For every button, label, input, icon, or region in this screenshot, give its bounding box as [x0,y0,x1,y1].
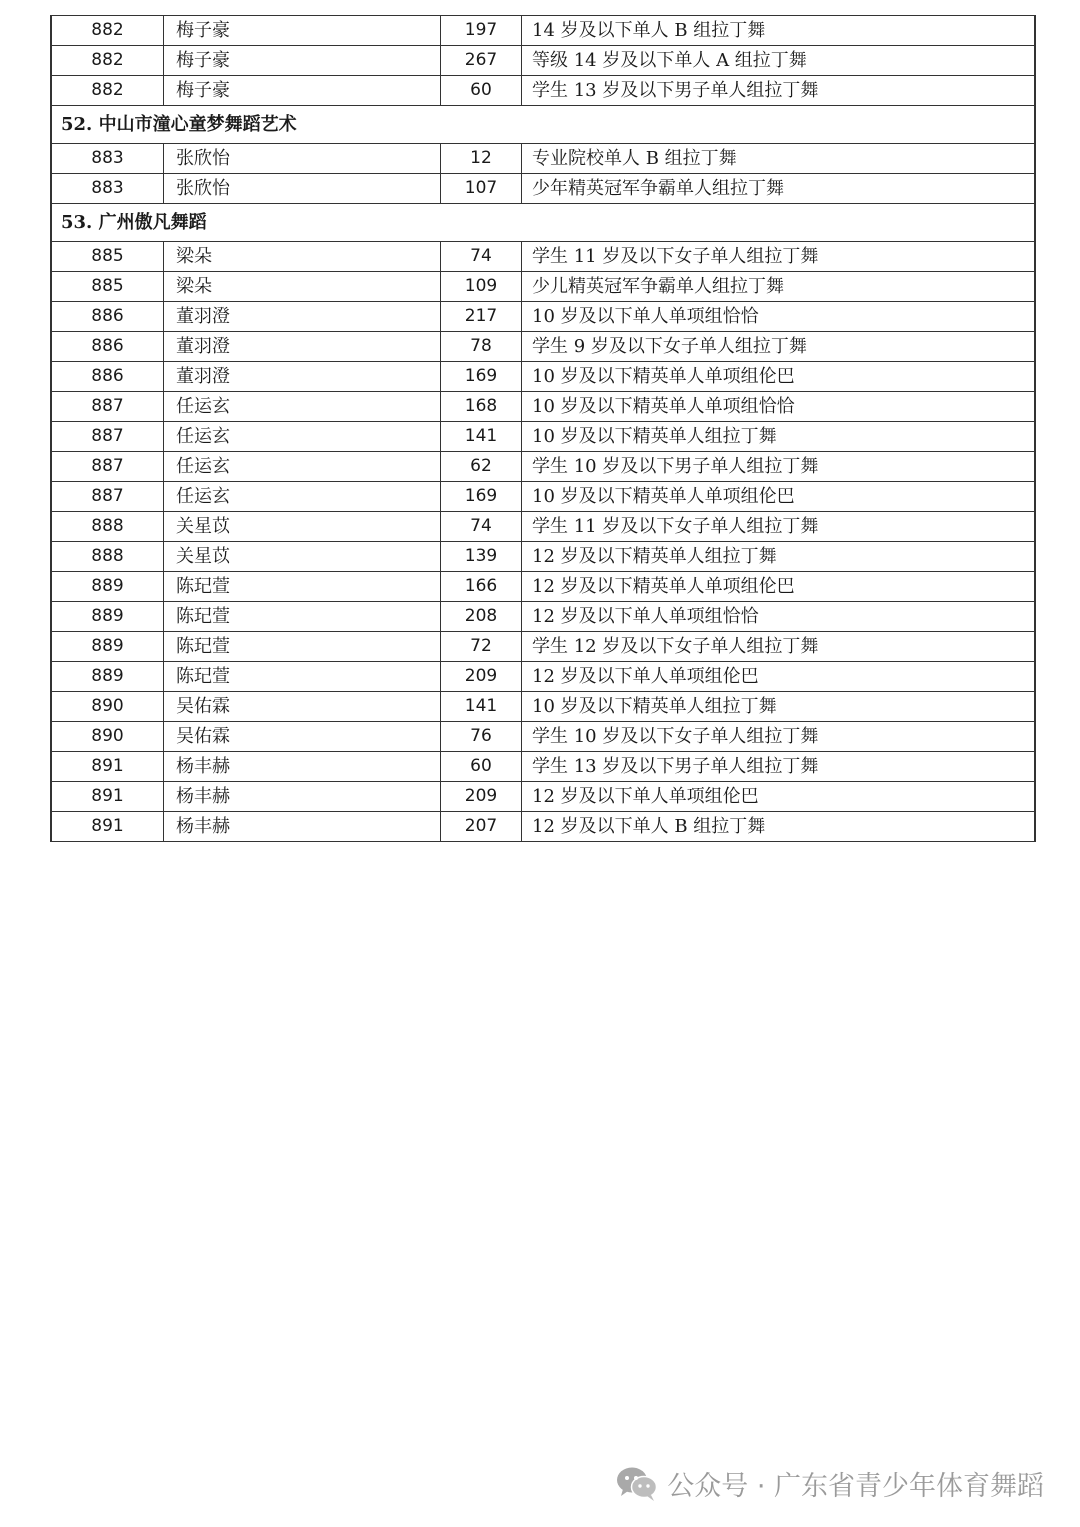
table-row [52,272,1035,302]
name-cell: 梁朵 [164,272,441,302]
event-code-cell: 169 [441,482,522,512]
name-cell: 陈玘萱 [164,662,441,692]
competitor-number-cell: 891 [52,812,164,842]
competitor-number-cell: 885 [52,242,164,272]
name-cell: 关星苡 [164,512,441,542]
table-row [52,512,1035,542]
competitor-number-cell: 889 [52,662,164,692]
event-code-cell: 72 [441,632,522,662]
competitor-number-cell: 886 [52,332,164,362]
event-name-cell: 学生 12 岁及以下女子单人组拉丁舞 [522,632,1035,662]
group-title: 53. 广州傲凡舞蹈 [52,204,1035,242]
event-name-cell: 学生 9 岁及以下女子单人组拉丁舞 [522,332,1035,362]
event-name-cell: 10 岁及以下精英单人组拉丁舞 [522,422,1035,452]
event-code-cell: 207 [441,812,522,842]
event-code-cell: 62 [441,452,522,482]
table-row [52,782,1035,812]
competitor-number-cell: 883 [52,174,164,204]
table-row [52,662,1035,692]
competitor-number-cell: 885 [52,272,164,302]
competitor-number-cell: 891 [52,752,164,782]
name-cell: 董羽澄 [164,332,441,362]
event-name-cell: 12 岁及以下单人单项组伦巴 [522,662,1035,692]
event-name-cell: 等级 14 岁及以下单人 A 组拉丁舞 [522,46,1035,76]
competitor-number-cell: 882 [52,16,164,46]
table-row [52,302,1035,332]
competitor-number-cell: 891 [52,782,164,812]
event-name-cell: 少儿精英冠军争霸单人组拉丁舞 [522,272,1035,302]
event-code-cell: 141 [441,692,522,722]
competitor-number-cell: 889 [52,572,164,602]
event-code-cell: 208 [441,602,522,632]
competitor-number-cell: 888 [52,542,164,572]
event-name-cell: 学生 13 岁及以下男子单人组拉丁舞 [522,76,1035,106]
competitor-number-cell: 887 [52,422,164,452]
event-code-cell: 76 [441,722,522,752]
event-code-cell: 60 [441,76,522,106]
event-code-cell: 169 [441,362,522,392]
event-code-cell: 12 [441,144,522,174]
group-header-row [52,106,1035,144]
name-cell: 吴佑霖 [164,722,441,752]
competitor-number-cell: 887 [52,392,164,422]
event-name-cell: 学生 13 岁及以下男子单人组拉丁舞 [522,752,1035,782]
table-row [52,722,1035,752]
event-name-cell: 学生 10 岁及以下女子单人组拉丁舞 [522,722,1035,752]
event-name-cell: 10 岁及以下精英单人单项组伦巴 [522,482,1035,512]
table-row [52,76,1035,106]
name-cell: 董羽澄 [164,362,441,392]
table-row [52,174,1035,204]
name-cell: 任运玄 [164,422,441,452]
name-cell: 杨丰赫 [164,812,441,842]
competitor-number-cell: 886 [52,362,164,392]
event-name-cell: 10 岁及以下精英单人组拉丁舞 [522,692,1035,722]
event-name-cell: 12 岁及以下精英单人组拉丁舞 [522,542,1035,572]
event-name-cell: 12 岁及以下单人单项组伦巴 [522,782,1035,812]
name-cell: 梅子豪 [164,16,441,46]
table-row [52,16,1035,46]
group-title: 52. 中山市潼心童梦舞蹈艺术 [52,106,1035,144]
table-row [52,392,1035,422]
event-code-cell: 109 [441,272,522,302]
name-cell: 杨丰赫 [164,782,441,812]
event-code-cell: 217 [441,302,522,332]
event-name-cell: 10 岁及以下精英单人单项组恰恰 [522,392,1035,422]
event-code-cell: 209 [441,782,522,812]
event-code-cell: 267 [441,46,522,76]
event-name-cell: 学生 10 岁及以下男子单人组拉丁舞 [522,452,1035,482]
table-row [52,46,1035,76]
name-cell: 任运玄 [164,482,441,512]
wechat-icon [615,1465,659,1503]
competitor-number-cell: 887 [52,452,164,482]
name-cell: 吴佑霖 [164,692,441,722]
event-code-cell: 74 [441,242,522,272]
registration-table [51,15,1035,842]
competitor-number-cell: 890 [52,722,164,752]
table-row [52,572,1035,602]
event-name-cell: 12 岁及以下精英单人单项组伦巴 [522,572,1035,602]
table-row [52,242,1035,272]
name-cell: 杨丰赫 [164,752,441,782]
name-cell: 任运玄 [164,392,441,422]
watermark-footer [615,1464,1044,1503]
event-code-cell: 168 [441,392,522,422]
event-code-cell: 141 [441,422,522,452]
competitor-number-cell: 889 [52,632,164,662]
event-name-cell: 14 岁及以下单人 B 组拉丁舞 [522,16,1035,46]
competitor-number-cell: 890 [52,692,164,722]
event-code-cell: 197 [441,16,522,46]
table-row [52,144,1035,174]
name-cell: 梁朵 [164,242,441,272]
registration-table-wrapper [50,15,1036,842]
name-cell: 陈玘萱 [164,632,441,662]
name-cell: 梅子豪 [164,46,441,76]
competitor-number-cell: 886 [52,302,164,332]
competitor-number-cell: 883 [52,144,164,174]
name-cell: 董羽澄 [164,302,441,332]
event-name-cell: 学生 11 岁及以下女子单人组拉丁舞 [522,512,1035,542]
event-name-cell: 学生 11 岁及以下女子单人组拉丁舞 [522,242,1035,272]
competitor-number-cell: 887 [52,482,164,512]
event-name-cell: 10 岁及以下精英单人单项组伦巴 [522,362,1035,392]
table-row [52,422,1035,452]
event-code-cell: 139 [441,542,522,572]
table-row [52,332,1035,362]
event-code-cell: 209 [441,662,522,692]
group-header-row [52,204,1035,242]
event-code-cell: 107 [441,174,522,204]
event-name-cell: 12 岁及以下单人单项组恰恰 [522,602,1035,632]
event-name-cell: 专业院校单人 B 组拉丁舞 [522,144,1035,174]
name-cell: 梅子豪 [164,76,441,106]
event-name-cell: 少年精英冠军争霸单人组拉丁舞 [522,174,1035,204]
table-row [52,482,1035,512]
table-row [52,362,1035,392]
table-row [52,452,1035,482]
name-cell: 任运玄 [164,452,441,482]
name-cell: 张欣怡 [164,144,441,174]
event-name-cell: 12 岁及以下单人 B 组拉丁舞 [522,812,1035,842]
event-code-cell: 166 [441,572,522,602]
table-body [52,16,1035,842]
name-cell: 陈玘萱 [164,602,441,632]
event-code-cell: 74 [441,512,522,542]
table-row [52,752,1035,782]
table-row [52,632,1035,662]
event-code-cell: 78 [441,332,522,362]
competitor-number-cell: 882 [52,46,164,76]
table-row [52,812,1035,842]
name-cell: 张欣怡 [164,174,441,204]
watermark-text: 公众号 · 广东省青少年体育舞蹈 [667,1471,1044,1502]
competitor-number-cell: 888 [52,512,164,542]
table-row [52,602,1035,632]
table-row [52,542,1035,572]
event-name-cell: 10 岁及以下单人单项组恰恰 [522,302,1035,332]
name-cell: 关星苡 [164,542,441,572]
competitor-number-cell: 889 [52,602,164,632]
event-code-cell: 60 [441,752,522,782]
table-row [52,692,1035,722]
competitor-number-cell: 882 [52,76,164,106]
name-cell: 陈玘萱 [164,572,441,602]
